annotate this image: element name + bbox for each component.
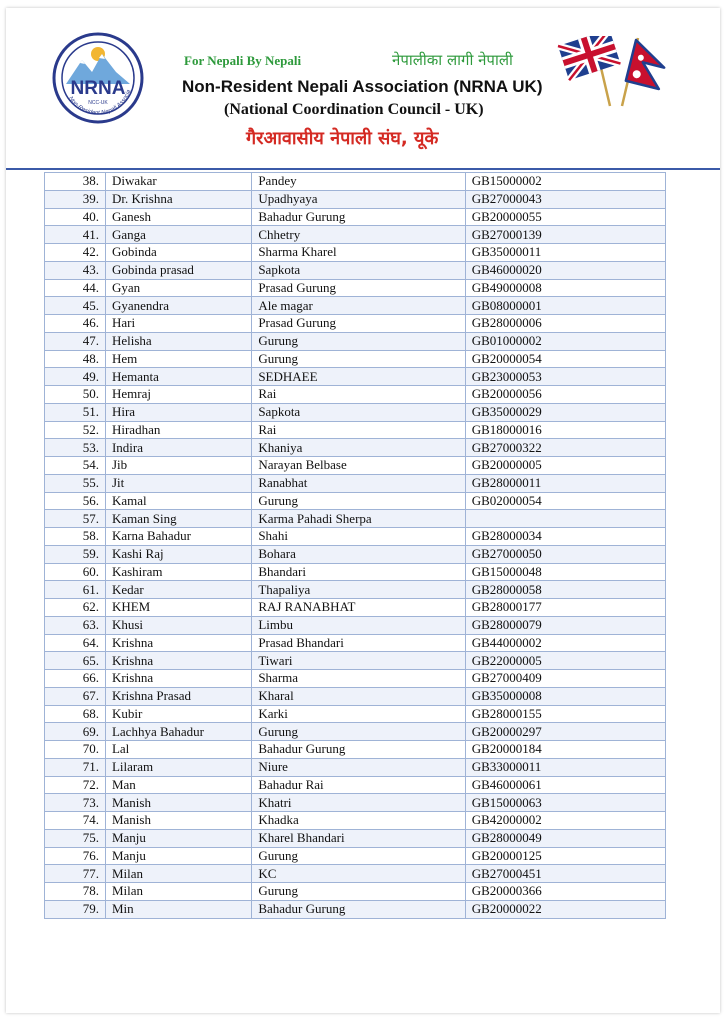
membership-id-cell: GB20000056 bbox=[465, 386, 665, 404]
table-row bbox=[45, 723, 666, 741]
first-name-cell: Manish bbox=[105, 794, 251, 812]
first-name-cell: Dr. Krishna bbox=[105, 190, 251, 208]
membership-id-cell: GB15000002 bbox=[465, 173, 665, 191]
table-row bbox=[45, 457, 666, 475]
last-name-cell: Ranabhat bbox=[252, 474, 465, 492]
first-name-cell: Ganesh bbox=[105, 208, 251, 226]
table-row bbox=[45, 244, 666, 262]
membership-id-cell: GB02000054 bbox=[465, 492, 665, 510]
serial-number-cell: 61. bbox=[45, 581, 106, 599]
serial-number-cell: 56. bbox=[45, 492, 106, 510]
last-name-cell: Narayan Belbase bbox=[252, 457, 465, 475]
first-name-cell: Indira bbox=[105, 439, 251, 457]
membership-id-cell: GB20000005 bbox=[465, 457, 665, 475]
membership-id-cell: GB35000008 bbox=[465, 687, 665, 705]
last-name-cell: Khadka bbox=[252, 812, 465, 830]
serial-number-cell: 39. bbox=[45, 190, 106, 208]
serial-number-cell: 71. bbox=[45, 758, 106, 776]
first-name-cell: Gobinda bbox=[105, 244, 251, 262]
table-row bbox=[45, 386, 666, 404]
serial-number-cell: 42. bbox=[45, 244, 106, 262]
table-row bbox=[45, 226, 666, 244]
logo-title: NRNA bbox=[70, 78, 126, 99]
serial-number-cell: 65. bbox=[45, 652, 106, 670]
serial-number-cell: 77. bbox=[45, 865, 106, 883]
last-name-cell: Prasad Gurung bbox=[252, 315, 465, 333]
serial-number-cell: 58. bbox=[45, 528, 106, 546]
last-name-cell: Kharal bbox=[252, 687, 465, 705]
first-name-cell: Helisha bbox=[105, 332, 251, 350]
first-name-cell: Hemanta bbox=[105, 368, 251, 386]
last-name-cell: Prasad Bhandari bbox=[252, 634, 465, 652]
membership-id-cell: GB27000043 bbox=[465, 190, 665, 208]
membership-id-cell: GB20000055 bbox=[465, 208, 665, 226]
first-name-cell: KHEM bbox=[105, 599, 251, 617]
membership-id-cell: GB20000022 bbox=[465, 900, 665, 918]
table-row bbox=[45, 829, 666, 847]
serial-number-cell: 54. bbox=[45, 457, 106, 475]
first-name-cell: Milan bbox=[105, 865, 251, 883]
first-name-cell: Manju bbox=[105, 847, 251, 865]
table-row bbox=[45, 421, 666, 439]
last-name-cell: Karki bbox=[252, 705, 465, 723]
last-name-cell: Kharel Bhandari bbox=[252, 829, 465, 847]
membership-id-cell: GB28000058 bbox=[465, 581, 665, 599]
first-name-cell: Hiradhan bbox=[105, 421, 251, 439]
membership-id-cell: GB20000297 bbox=[465, 723, 665, 741]
serial-number-cell: 59. bbox=[45, 545, 106, 563]
membership-id-cell: GB44000002 bbox=[465, 634, 665, 652]
first-name-cell: Kamal bbox=[105, 492, 251, 510]
last-name-cell: SEDHAEE bbox=[252, 368, 465, 386]
tagline-english: For Nepali By Nepali bbox=[184, 53, 302, 68]
membership-id-cell: GB27000409 bbox=[465, 670, 665, 688]
first-name-cell: Gyanendra bbox=[105, 297, 251, 315]
first-name-cell: Milan bbox=[105, 883, 251, 901]
table-row bbox=[45, 847, 666, 865]
first-name-cell: Kubir bbox=[105, 705, 251, 723]
membership-id-cell: GB20000054 bbox=[465, 350, 665, 368]
membership-id-cell: GB35000029 bbox=[465, 403, 665, 421]
last-name-cell: Gurung bbox=[252, 332, 465, 350]
table-row bbox=[45, 634, 666, 652]
first-name-cell: Khusi bbox=[105, 616, 251, 634]
table-row bbox=[45, 581, 666, 599]
membership-id-cell: GB35000011 bbox=[465, 244, 665, 262]
table-row bbox=[45, 776, 666, 794]
table-row bbox=[45, 474, 666, 492]
serial-number-cell: 76. bbox=[45, 847, 106, 865]
table-row bbox=[45, 492, 666, 510]
serial-number-cell: 45. bbox=[45, 297, 106, 315]
table-row bbox=[45, 173, 666, 191]
last-name-cell: Pandey bbox=[252, 173, 465, 191]
last-name-cell: Gurung bbox=[252, 350, 465, 368]
first-name-cell: Manish bbox=[105, 812, 251, 830]
first-name-cell: Manju bbox=[105, 829, 251, 847]
first-name-cell: Ganga bbox=[105, 226, 251, 244]
last-name-cell: Niure bbox=[252, 758, 465, 776]
table-row bbox=[45, 616, 666, 634]
serial-number-cell: 50. bbox=[45, 386, 106, 404]
last-name-cell: Ale magar bbox=[252, 297, 465, 315]
first-name-cell: Krishna bbox=[105, 634, 251, 652]
serial-number-cell: 48. bbox=[45, 350, 106, 368]
first-name-cell: Gyan bbox=[105, 279, 251, 297]
table-row bbox=[45, 652, 666, 670]
last-name-cell: Prasad Gurung bbox=[252, 279, 465, 297]
serial-number-cell: 43. bbox=[45, 261, 106, 279]
first-name-cell: Krishna bbox=[105, 652, 251, 670]
membership-id-cell: GB20000184 bbox=[465, 741, 665, 759]
table-row bbox=[45, 794, 666, 812]
membership-id-cell: GB28000034 bbox=[465, 528, 665, 546]
last-name-cell: KC bbox=[252, 865, 465, 883]
first-name-cell: Jit bbox=[105, 474, 251, 492]
membership-id-cell bbox=[465, 510, 665, 528]
first-name-cell: Hira bbox=[105, 403, 251, 421]
membership-id-cell: GB28000049 bbox=[465, 829, 665, 847]
first-name-cell: Diwakar bbox=[105, 173, 251, 191]
table-row bbox=[45, 528, 666, 546]
membership-id-cell: GB28000079 bbox=[465, 616, 665, 634]
first-name-cell: Gobinda prasad bbox=[105, 261, 251, 279]
last-name-cell: Gurung bbox=[252, 847, 465, 865]
members-table bbox=[44, 172, 666, 919]
serial-number-cell: 49. bbox=[45, 368, 106, 386]
membership-id-cell: GB20000366 bbox=[465, 883, 665, 901]
membership-id-cell: GB27000050 bbox=[465, 545, 665, 563]
serial-number-cell: 46. bbox=[45, 315, 106, 333]
table-row bbox=[45, 510, 666, 528]
last-name-cell: Sapkota bbox=[252, 261, 465, 279]
organization-name: Non-Resident Nepali Association (NRNA UK) bbox=[182, 77, 543, 96]
serial-number-cell: 63. bbox=[45, 616, 106, 634]
serial-number-cell: 78. bbox=[45, 883, 106, 901]
last-name-cell: Bahadur Gurung bbox=[252, 900, 465, 918]
serial-number-cell: 67. bbox=[45, 687, 106, 705]
organization-subtitle: (National Coordination Council - UK) bbox=[224, 101, 484, 118]
last-name-cell: Bahadur Gurung bbox=[252, 741, 465, 759]
membership-id-cell: GB22000005 bbox=[465, 652, 665, 670]
first-name-cell: Lilaram bbox=[105, 758, 251, 776]
serial-number-cell: 73. bbox=[45, 794, 106, 812]
serial-number-cell: 64. bbox=[45, 634, 106, 652]
serial-number-cell: 57. bbox=[45, 510, 106, 528]
membership-id-cell: GB28000155 bbox=[465, 705, 665, 723]
last-name-cell: Sharma bbox=[252, 670, 465, 688]
first-name-cell: Kashiram bbox=[105, 563, 251, 581]
table-row bbox=[45, 350, 666, 368]
first-name-cell: Krishna Prasad bbox=[105, 687, 251, 705]
membership-id-cell: GB42000002 bbox=[465, 812, 665, 830]
table-row bbox=[45, 670, 666, 688]
membership-id-cell: GB28000006 bbox=[465, 315, 665, 333]
last-name-cell: Khaniya bbox=[252, 439, 465, 457]
table-row bbox=[45, 368, 666, 386]
last-name-cell: Bahadur Gurung bbox=[252, 208, 465, 226]
membership-id-cell: GB33000011 bbox=[465, 758, 665, 776]
membership-id-cell: GB20000125 bbox=[465, 847, 665, 865]
table-row bbox=[45, 705, 666, 723]
serial-number-cell: 75. bbox=[45, 829, 106, 847]
first-name-cell: Min bbox=[105, 900, 251, 918]
table-row bbox=[45, 439, 666, 457]
last-name-cell: Tiwari bbox=[252, 652, 465, 670]
serial-number-cell: 79. bbox=[45, 900, 106, 918]
first-name-cell: Krishna bbox=[105, 670, 251, 688]
last-name-cell: Bhandari bbox=[252, 563, 465, 581]
first-name-cell: Karna Bahadur bbox=[105, 528, 251, 546]
first-name-cell: Hem bbox=[105, 350, 251, 368]
logo-ring-text: Non-Resident Nepali Associa bbox=[67, 89, 133, 117]
last-name-cell: Sharma Kharel bbox=[252, 244, 465, 262]
last-name-cell: Chhetry bbox=[252, 226, 465, 244]
last-name-cell: Gurung bbox=[252, 883, 465, 901]
table-row bbox=[45, 883, 666, 901]
last-name-cell: Sapkota bbox=[252, 403, 465, 421]
serial-number-cell: 52. bbox=[45, 421, 106, 439]
first-name-cell: Lal bbox=[105, 741, 251, 759]
nrna-logo-icon bbox=[52, 32, 144, 124]
last-name-cell: Limbu bbox=[252, 616, 465, 634]
uk-nepal-flags-icon bbox=[552, 36, 680, 108]
first-name-cell: Lachhya Bahadur bbox=[105, 723, 251, 741]
membership-id-cell: GB23000053 bbox=[465, 368, 665, 386]
table-row bbox=[45, 563, 666, 581]
last-name-cell: Bohara bbox=[252, 545, 465, 563]
serial-number-cell: 74. bbox=[45, 812, 106, 830]
first-name-cell: Kaman Sing bbox=[105, 510, 251, 528]
membership-id-cell: GB01000002 bbox=[465, 332, 665, 350]
table-row bbox=[45, 332, 666, 350]
first-name-cell: Man bbox=[105, 776, 251, 794]
last-name-cell: Rai bbox=[252, 386, 465, 404]
table-row bbox=[45, 315, 666, 333]
membership-id-cell: GB15000063 bbox=[465, 794, 665, 812]
membership-id-cell: GB08000001 bbox=[465, 297, 665, 315]
table-row bbox=[45, 900, 666, 918]
membership-id-cell: GB49000008 bbox=[465, 279, 665, 297]
serial-number-cell: 44. bbox=[45, 279, 106, 297]
table-row bbox=[45, 687, 666, 705]
serial-number-cell: 70. bbox=[45, 741, 106, 759]
serial-number-cell: 40. bbox=[45, 208, 106, 226]
membership-id-cell: GB27000139 bbox=[465, 226, 665, 244]
first-name-cell: Kashi Raj bbox=[105, 545, 251, 563]
table-row bbox=[45, 261, 666, 279]
table-row bbox=[45, 758, 666, 776]
membership-id-cell: GB46000061 bbox=[465, 776, 665, 794]
serial-number-cell: 62. bbox=[45, 599, 106, 617]
serial-number-cell: 60. bbox=[45, 563, 106, 581]
table-row bbox=[45, 208, 666, 226]
serial-number-cell: 66. bbox=[45, 670, 106, 688]
first-name-cell: Kedar bbox=[105, 581, 251, 599]
membership-id-cell: GB27000451 bbox=[465, 865, 665, 883]
serial-number-cell: 69. bbox=[45, 723, 106, 741]
first-name-cell: Hari bbox=[105, 315, 251, 333]
table-row bbox=[45, 403, 666, 421]
membership-id-cell: GB18000016 bbox=[465, 421, 665, 439]
logo-subtitle: NCC-UK bbox=[88, 100, 108, 106]
table-row bbox=[45, 865, 666, 883]
header-divider bbox=[6, 168, 720, 170]
table-row bbox=[45, 190, 666, 208]
first-name-cell: Jib bbox=[105, 457, 251, 475]
serial-number-cell: 51. bbox=[45, 403, 106, 421]
last-name-cell: Karma Pahadi Sherpa bbox=[252, 510, 465, 528]
membership-id-cell: GB46000020 bbox=[465, 261, 665, 279]
table-row bbox=[45, 741, 666, 759]
last-name-cell: Rai bbox=[252, 421, 465, 439]
table-row bbox=[45, 812, 666, 830]
last-name-cell: Thapaliya bbox=[252, 581, 465, 599]
last-name-cell: RAJ RANABHAT bbox=[252, 599, 465, 617]
last-name-cell: Shahi bbox=[252, 528, 465, 546]
table-row bbox=[45, 297, 666, 315]
organization-name-nepali: गैरआवासीय नेपाली संघ, यूके bbox=[246, 128, 439, 149]
serial-number-cell: 53. bbox=[45, 439, 106, 457]
serial-number-cell: 72. bbox=[45, 776, 106, 794]
last-name-cell: Gurung bbox=[252, 723, 465, 741]
serial-number-cell: 41. bbox=[45, 226, 106, 244]
serial-number-cell: 55. bbox=[45, 474, 106, 492]
table-row bbox=[45, 279, 666, 297]
tagline-nepali: नेपालीका लागी नेपाली bbox=[392, 51, 513, 69]
membership-id-cell: GB15000048 bbox=[465, 563, 665, 581]
membership-id-cell: GB27000322 bbox=[465, 439, 665, 457]
first-name-cell: Hemraj bbox=[105, 386, 251, 404]
table-row bbox=[45, 545, 666, 563]
last-name-cell: Khatri bbox=[252, 794, 465, 812]
letterhead bbox=[6, 8, 720, 170]
membership-id-cell: GB28000177 bbox=[465, 599, 665, 617]
last-name-cell: Gurung bbox=[252, 492, 465, 510]
document-page bbox=[6, 8, 720, 1013]
serial-number-cell: 38. bbox=[45, 173, 106, 191]
serial-number-cell: 68. bbox=[45, 705, 106, 723]
membership-id-cell: GB28000011 bbox=[465, 474, 665, 492]
table-row bbox=[45, 599, 666, 617]
last-name-cell: Upadhyaya bbox=[252, 190, 465, 208]
serial-number-cell: 47. bbox=[45, 332, 106, 350]
last-name-cell: Bahadur Rai bbox=[252, 776, 465, 794]
